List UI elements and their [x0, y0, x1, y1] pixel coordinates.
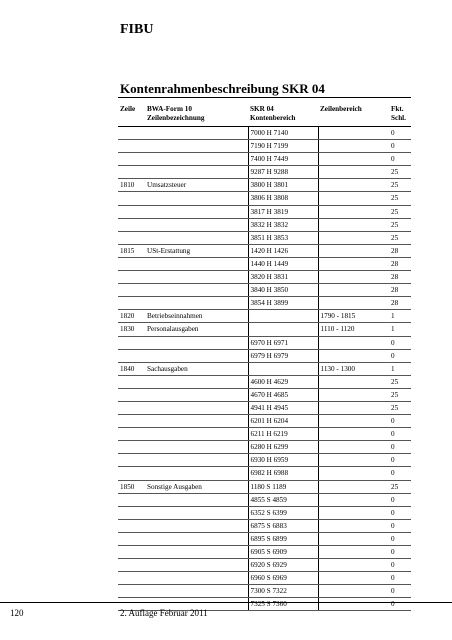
- page-number: 120: [10, 608, 24, 618]
- table-row: [118, 336, 411, 349]
- table-row: [118, 428, 411, 441]
- table-row: [118, 205, 411, 218]
- table-row: [118, 546, 411, 559]
- cell-zeilenbereich: [318, 205, 385, 218]
- table-row: [118, 388, 411, 401]
- cell-fkt-schl: 25: [385, 388, 411, 401]
- cell-zeile: [118, 349, 145, 362]
- cell-fkt-schl: 28: [385, 271, 411, 284]
- cell-fkt-schl: 0: [385, 349, 411, 362]
- cell-kontenbereich: 6875 S 6883: [248, 519, 318, 532]
- cell-zeile: [118, 140, 145, 153]
- cell-zeile: [118, 257, 145, 270]
- cell-fkt-schl: 28: [385, 284, 411, 297]
- cell-kontenbereich: 6979 H 6979: [248, 349, 318, 362]
- cell-zeile: [118, 546, 145, 559]
- cell-zeilenbereich: [318, 336, 385, 349]
- cell-zeilenbereich: [318, 166, 385, 179]
- cell-zeilenbereich: 1130 - 1300: [318, 362, 385, 375]
- cell-zeilenbezeichnung: [145, 572, 248, 585]
- cell-zeilenbereich: [318, 375, 385, 388]
- cell-kontenbereich: 6280 H 6299: [248, 441, 318, 454]
- table-row: [118, 244, 411, 257]
- account-table-container: [118, 104, 411, 611]
- header-skr: SKR 04: [250, 105, 274, 113]
- cell-zeilenbezeichnung: [145, 218, 248, 231]
- cell-kontenbereich: 1440 H 1449: [248, 257, 318, 270]
- cell-zeilenbezeichnung: [145, 559, 248, 572]
- cell-kontenbereich: 1420 H 1426: [248, 244, 318, 257]
- table-row: [118, 493, 411, 506]
- cell-kontenbereich: 4855 S 4859: [248, 493, 318, 506]
- cell-zeile: [118, 428, 145, 441]
- cell-kontenbereich: 6920 S 6929: [248, 559, 318, 572]
- cell-fkt-schl: 0: [385, 532, 411, 545]
- header-schl: Schl.: [385, 114, 411, 127]
- cell-zeilenbereich: [318, 297, 385, 310]
- cell-kontenbereich: 3851 H 3853: [248, 231, 318, 244]
- cell-zeilenbereich: [318, 218, 385, 231]
- cell-fkt-schl: 28: [385, 244, 411, 257]
- table-row: [118, 231, 411, 244]
- cell-zeile: 1820: [118, 310, 145, 323]
- table-row: [118, 192, 411, 205]
- cell-zeilenbezeichnung: [145, 349, 248, 362]
- cell-zeilenbereich: [318, 493, 385, 506]
- cell-kontenbereich: 3854 H 3899: [248, 297, 318, 310]
- cell-zeilenbereich: [318, 271, 385, 284]
- header-zeile-cont: [118, 114, 145, 127]
- cell-zeile: [118, 231, 145, 244]
- cell-kontenbereich: 3840 H 3850: [248, 284, 318, 297]
- footer-divider: [0, 602, 452, 603]
- cell-zeilenbereich: [318, 140, 385, 153]
- cell-fkt-schl: 0: [385, 598, 411, 611]
- cell-zeilenbereich: [318, 441, 385, 454]
- cell-zeilenbereich: [318, 519, 385, 532]
- table-row: [118, 375, 411, 388]
- cell-kontenbereich: 7300 S 7322: [248, 585, 318, 598]
- header-kontenbereich: Kontenbereich: [248, 114, 318, 127]
- cell-zeilenbezeichnung: [145, 375, 248, 388]
- cell-fkt-schl: 0: [385, 559, 411, 572]
- cell-kontenbereich: 6960 S 6969: [248, 572, 318, 585]
- cell-fkt-schl: 25: [385, 218, 411, 231]
- cell-zeilenbereich: [318, 467, 385, 480]
- cell-zeilenbezeichnung: [145, 166, 248, 179]
- cell-zeile: [118, 375, 145, 388]
- cell-zeilenbereich: [318, 572, 385, 585]
- table-row: [118, 572, 411, 585]
- table-row: [118, 218, 411, 231]
- cell-zeile: [118, 415, 145, 428]
- table-row: [118, 480, 411, 493]
- table-row: [118, 284, 411, 297]
- cell-kontenbereich: 7325 S 7360: [248, 598, 318, 611]
- cell-zeile: [118, 454, 145, 467]
- table-row: [118, 519, 411, 532]
- table-row: [118, 532, 411, 545]
- cell-zeile: [118, 532, 145, 545]
- cell-zeilenbezeichnung: [145, 441, 248, 454]
- cell-fkt-schl: 0: [385, 546, 411, 559]
- cell-zeilenbereich: [318, 532, 385, 545]
- cell-zeilenbereich: [318, 585, 385, 598]
- cell-zeile: [118, 493, 145, 506]
- cell-zeile: [118, 205, 145, 218]
- cell-zeilenbezeichnung: [145, 519, 248, 532]
- cell-kontenbereich: [248, 310, 318, 323]
- cell-zeile: [118, 271, 145, 284]
- table-row: [118, 179, 411, 192]
- cell-zeilenbezeichnung: [145, 205, 248, 218]
- cell-fkt-schl: 25: [385, 231, 411, 244]
- cell-fkt-schl: 1: [385, 323, 411, 336]
- cell-fkt-schl: 0: [385, 454, 411, 467]
- cell-zeilenbezeichnung: [145, 467, 248, 480]
- cell-zeile: [118, 127, 145, 140]
- cell-zeilenbezeichnung: Sachausgaben: [145, 362, 248, 375]
- cell-fkt-schl: 28: [385, 257, 411, 270]
- cell-kontenbereich: 4600 H 4629: [248, 375, 318, 388]
- cell-zeile: [118, 441, 145, 454]
- table-row: [118, 441, 411, 454]
- cell-zeilenbereich: [318, 257, 385, 270]
- cell-fkt-schl: 0: [385, 336, 411, 349]
- cell-fkt-schl: 25: [385, 480, 411, 493]
- cell-zeilenbereich: [318, 127, 385, 140]
- cell-fkt-schl: 25: [385, 166, 411, 179]
- cell-zeilenbereich: 1110 - 1120: [318, 323, 385, 336]
- cell-zeile: [118, 401, 145, 414]
- table-row: [118, 585, 411, 598]
- cell-kontenbereich: 7000 H 7140: [248, 127, 318, 140]
- table-row: [118, 257, 411, 270]
- table-row: [118, 166, 411, 179]
- cell-kontenbereich: [248, 323, 318, 336]
- table-row: [118, 349, 411, 362]
- cell-zeile: [118, 284, 145, 297]
- cell-kontenbereich: 7190 H 7199: [248, 140, 318, 153]
- cell-kontenbereich: 9287 H 9288: [248, 166, 318, 179]
- cell-kontenbereich: 6905 S 6909: [248, 546, 318, 559]
- cell-zeile: [118, 153, 145, 166]
- cell-fkt-schl: 1: [385, 310, 411, 323]
- cell-fkt-schl: 0: [385, 140, 411, 153]
- cell-zeilenbereich: [318, 231, 385, 244]
- cell-zeilenbezeichnung: [145, 257, 248, 270]
- cell-zeilenbereich: [318, 244, 385, 257]
- cell-zeilenbezeichnung: [145, 585, 248, 598]
- cell-zeile: [118, 336, 145, 349]
- table-row: [118, 559, 411, 572]
- cell-zeilenbezeichnung: [145, 493, 248, 506]
- cell-zeile: 1810: [118, 179, 145, 192]
- cell-zeilenbezeichnung: [145, 336, 248, 349]
- table-header: [118, 104, 411, 127]
- cell-zeilenbezeichnung: [145, 401, 248, 414]
- cell-fkt-schl: 25: [385, 401, 411, 414]
- cell-fkt-schl: 0: [385, 585, 411, 598]
- cell-fkt-schl: 25: [385, 192, 411, 205]
- cell-zeile: [118, 559, 145, 572]
- cell-zeile: [118, 572, 145, 585]
- cell-zeile: [118, 192, 145, 205]
- cell-kontenbereich: 6201 H 6204: [248, 415, 318, 428]
- cell-zeilenbereich: [318, 192, 385, 205]
- title-divider: [118, 97, 411, 98]
- table-row: [118, 506, 411, 519]
- cell-zeilenbezeichnung: [145, 153, 248, 166]
- cell-fkt-schl: 0: [385, 572, 411, 585]
- cell-kontenbereich: 4670 H 4685: [248, 388, 318, 401]
- cell-zeilenbezeichnung: [145, 388, 248, 401]
- cell-fkt-schl: 25: [385, 205, 411, 218]
- header-zeilenbereich-cont: [318, 114, 385, 127]
- cell-fkt-schl: 1: [385, 362, 411, 375]
- table-row: [118, 153, 411, 166]
- cell-zeilenbezeichnung: Betriebseinnahmen: [145, 310, 248, 323]
- cell-kontenbereich: 3820 H 3831: [248, 271, 318, 284]
- table-row: [118, 310, 411, 323]
- cell-zeile: 1815: [118, 244, 145, 257]
- table-row: [118, 140, 411, 153]
- table-row: [118, 271, 411, 284]
- edition-note: 2. Auflage Februar 2011: [120, 608, 208, 618]
- cell-kontenbereich: 4941 H 4945: [248, 401, 318, 414]
- cell-zeile: 1840: [118, 362, 145, 375]
- cell-zeilenbereich: [318, 388, 385, 401]
- cell-zeilenbereich: [318, 598, 385, 611]
- header-bwa-form: BWA-Form 10: [147, 105, 192, 113]
- cell-fkt-schl: 0: [385, 127, 411, 140]
- cell-fkt-schl: 25: [385, 375, 411, 388]
- header-zeile: Zeile: [120, 105, 136, 113]
- cell-kontenbereich: 6211 H 6219: [248, 428, 318, 441]
- cell-kontenbereich: 7400 H 7449: [248, 153, 318, 166]
- cell-zeilenbezeichnung: USt-Erstattung: [145, 244, 248, 257]
- cell-zeilenbezeichnung: [145, 271, 248, 284]
- cell-zeile: [118, 506, 145, 519]
- cell-zeile: [118, 519, 145, 532]
- cell-kontenbereich: 6895 S 6899: [248, 532, 318, 545]
- cell-zeilenbereich: [318, 284, 385, 297]
- table-row: [118, 323, 411, 336]
- table-row: [118, 127, 411, 140]
- cell-zeilenbereich: [318, 546, 385, 559]
- cell-zeilenbezeichnung: [145, 428, 248, 441]
- table-row: [118, 467, 411, 480]
- cell-fkt-schl: 25: [385, 179, 411, 192]
- cell-kontenbereich: 3832 H 3832: [248, 218, 318, 231]
- cell-fkt-schl: 28: [385, 297, 411, 310]
- cell-zeilenbereich: [318, 506, 385, 519]
- cell-kontenbereich: 6930 H 6959: [248, 454, 318, 467]
- cell-fkt-schl: 0: [385, 441, 411, 454]
- cell-kontenbereich: 3817 H 3819: [248, 205, 318, 218]
- table-row: [118, 362, 411, 375]
- page-header: FIBU: [120, 22, 154, 37]
- cell-kontenbereich: 3806 H 3808: [248, 192, 318, 205]
- cell-zeile: 1830: [118, 323, 145, 336]
- cell-kontenbereich: 6352 S 6399: [248, 506, 318, 519]
- cell-zeilenbezeichnung: [145, 506, 248, 519]
- cell-kontenbereich: 6982 H 6988: [248, 467, 318, 480]
- cell-zeilenbezeichnung: Sonstige Ausgaben: [145, 480, 248, 493]
- header-zeilenbereich: Zeilenbereich: [320, 105, 362, 113]
- cell-zeile: [118, 218, 145, 231]
- cell-kontenbereich: 1180 S 1189: [248, 480, 318, 493]
- cell-zeilenbezeichnung: Personalausgaben: [145, 323, 248, 336]
- cell-zeilenbezeichnung: [145, 546, 248, 559]
- cell-zeilenbereich: 1790 - 1815: [318, 310, 385, 323]
- cell-zeilenbezeichnung: [145, 140, 248, 153]
- cell-zeilenbereich: [318, 179, 385, 192]
- cell-zeilenbereich: [318, 415, 385, 428]
- cell-zeilenbezeichnung: [145, 532, 248, 545]
- cell-zeilenbezeichnung: [145, 297, 248, 310]
- cell-zeile: [118, 297, 145, 310]
- cell-zeile: [118, 467, 145, 480]
- cell-fkt-schl: 0: [385, 153, 411, 166]
- cell-zeile: [118, 585, 145, 598]
- cell-kontenbereich: 6970 H 6971: [248, 336, 318, 349]
- cell-zeilenbezeichnung: [145, 192, 248, 205]
- cell-zeilenbereich: [318, 153, 385, 166]
- table-row: [118, 401, 411, 414]
- table-row: [118, 454, 411, 467]
- cell-zeilenbezeichnung: [145, 415, 248, 428]
- table-body: [118, 127, 411, 611]
- cell-zeilenbereich: [318, 428, 385, 441]
- account-table: [118, 104, 411, 611]
- cell-zeilenbereich: [318, 349, 385, 362]
- cell-zeile: [118, 388, 145, 401]
- cell-fkt-schl: 0: [385, 493, 411, 506]
- cell-fkt-schl: 0: [385, 415, 411, 428]
- header-zeilenbezeichnung: Zeilenbezeichnung: [145, 114, 248, 127]
- cell-fkt-schl: 0: [385, 506, 411, 519]
- cell-fkt-schl: 0: [385, 519, 411, 532]
- cell-kontenbereich: 3800 H 3801: [248, 179, 318, 192]
- cell-fkt-schl: 0: [385, 467, 411, 480]
- cell-zeilenbereich: [318, 401, 385, 414]
- header-fkt: Fkt.: [391, 105, 404, 113]
- cell-zeilenbezeichnung: [145, 454, 248, 467]
- cell-kontenbereich: [248, 362, 318, 375]
- cell-zeile: 1850: [118, 480, 145, 493]
- cell-zeilenbezeichnung: [145, 127, 248, 140]
- table-row: [118, 415, 411, 428]
- cell-zeilenbereich: [318, 480, 385, 493]
- cell-zeilenbezeichnung: [145, 284, 248, 297]
- cell-zeilenbezeichnung: [145, 231, 248, 244]
- cell-zeilenbezeichnung: Umsatzsteuer: [145, 179, 248, 192]
- section-title: Kontenrahmenbeschreibung SKR 04: [120, 81, 325, 96]
- cell-fkt-schl: 0: [385, 428, 411, 441]
- cell-zeilenbereich: [318, 454, 385, 467]
- table-row: [118, 297, 411, 310]
- cell-zeilenbereich: [318, 559, 385, 572]
- cell-zeile: [118, 166, 145, 179]
